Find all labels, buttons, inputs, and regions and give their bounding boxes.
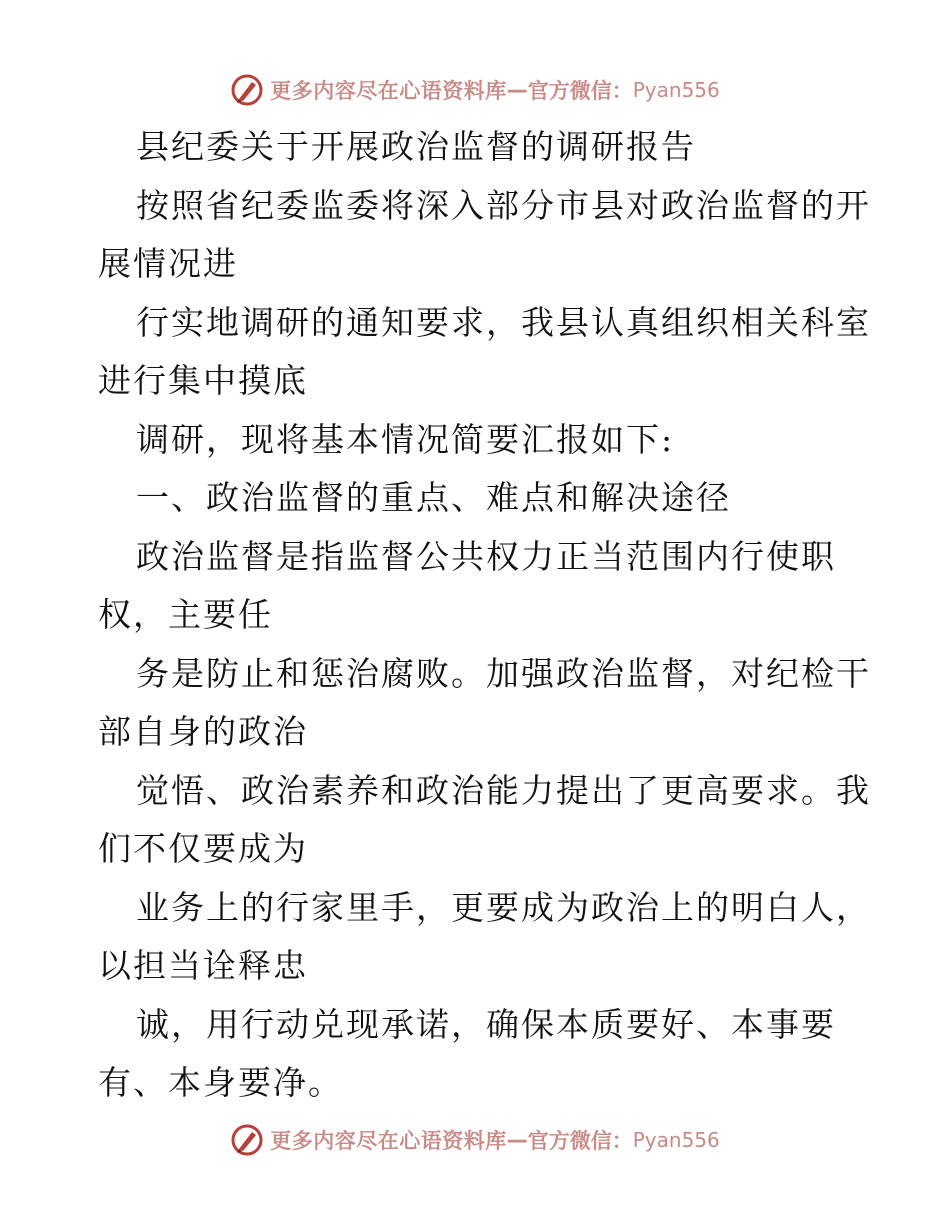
banner-separator: — [506,1128,528,1152]
footer-banner [0,1118,950,1162]
paragraph-line: 部自身的政治 [98,712,308,751]
banner-wechat-label: 官方微信： [527,78,633,103]
paragraph-line: 行实地调研的通知要求，我县认真组织相关科室 [136,302,871,342]
paragraph-line: 业务上的行家里手，更要成为政治上的明白人， [136,887,871,927]
header-banner [0,68,950,112]
paragraph-line: 调研，现将基本情况简要汇报如下: [136,419,675,459]
banner-wechat-id: Pyan556 [632,78,720,102]
paragraph-line: 进行集中摸底 [98,361,308,400]
red-pen-logo-icon [230,1123,264,1157]
banner-text: 更多内容尽在心语资料库 [270,1128,507,1153]
paragraph-line: 以担当诠释忠 [98,946,308,985]
paragraph-line: 政治监督是指监督公共权力正当范围内行使职 [136,536,836,576]
paragraph-line: 诚，用行动兑现承诺，确保本质要好、本事要 [136,1004,836,1044]
paragraph-line: 务是防止和惩治腐败。加强政治监督，对纪检干 [136,653,871,693]
red-pen-logo-icon [230,73,264,107]
banner-text: 更多内容尽在心语资料库 [270,78,507,103]
paragraph-line: 权，主要任 [98,595,273,634]
banner-separator: — [506,78,528,102]
banner-wechat-id: Pyan556 [632,1128,720,1152]
paragraph-line: 按照省纪委监委将深入部分市县对政治监督的开 [136,185,871,225]
paragraph-line: 觉悟、政治素养和政治能力提出了更高要求。我 [136,770,871,810]
document-body [98,118,871,1113]
banner-wechat-label: 官方微信： [527,1128,633,1153]
paragraph-line: 展情况进 [98,244,238,283]
section-heading: 一、政治监督的重点、难点和解决途径 [136,478,731,517]
document-title: 县纪委关于开展政治监督的调研报告 [136,127,696,166]
paragraph-line: 有、本身要净。 [98,1063,343,1102]
paragraph-line: 们不仅要成为 [98,829,308,868]
